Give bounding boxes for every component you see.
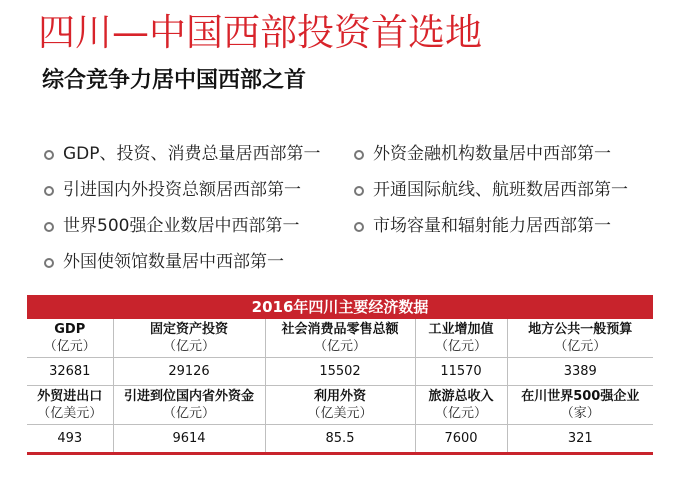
header-unit: （家） <box>560 406 600 421</box>
header-unit: （亿元） <box>43 339 96 354</box>
table-header-row <box>27 386 653 425</box>
economic-data-table <box>27 295 653 455</box>
table-value-cell: 9614 <box>113 425 265 454</box>
table-banner-row <box>27 295 653 319</box>
table-value-cell: 7600 <box>415 425 507 454</box>
header-name: GDP <box>54 322 86 337</box>
table-row <box>27 358 653 386</box>
table-value-cell: 3389 <box>507 358 653 386</box>
table-row <box>27 425 653 454</box>
header-unit: （亿美元） <box>37 406 103 421</box>
table-header-cell <box>27 386 113 425</box>
highlight-item <box>44 143 354 166</box>
header-name: 在川世界500强企业 <box>521 389 640 404</box>
table-header-cell <box>265 386 415 425</box>
table-value-cell: 493 <box>27 425 113 454</box>
header-unit: （亿美元） <box>307 406 373 421</box>
table-value-cell: 15502 <box>265 358 415 386</box>
highlight-text: 外资金融机构数量居中西部第一 <box>373 144 611 164</box>
table-value-cell: 29126 <box>113 358 265 386</box>
header-unit: （亿元） <box>162 339 215 354</box>
header-name: 工业增加值 <box>428 322 494 337</box>
highlight-text: 世界500强企业数居中西部第一 <box>63 216 300 236</box>
header-unit: （亿元） <box>162 406 215 421</box>
table-header-row <box>27 319 653 358</box>
table-header-cell <box>507 386 653 425</box>
header-name: 旅游总收入 <box>428 389 494 404</box>
table-header-cell <box>415 319 507 358</box>
table-header-cell <box>415 386 507 425</box>
header-name: 固定资产投资 <box>149 322 228 337</box>
header-name: 引进到位国内省外资金 <box>123 389 254 404</box>
header-unit: （亿元） <box>554 339 607 354</box>
bullet-icon <box>354 222 364 232</box>
header-unit: （亿元） <box>434 406 487 421</box>
header-name: 外贸进出口 <box>37 389 103 404</box>
highlights-list <box>44 143 654 274</box>
bullet-icon <box>44 150 54 160</box>
highlight-text: 外国使领馆数量居中西部第一 <box>63 252 284 272</box>
highlight-item <box>44 179 354 202</box>
bullet-icon <box>44 186 54 196</box>
table-header-cell <box>113 386 265 425</box>
table-header-cell <box>265 319 415 358</box>
header-unit: （亿元） <box>313 339 366 354</box>
table-value-cell: 11570 <box>415 358 507 386</box>
header-name: 地方公共一般预算 <box>528 322 633 337</box>
highlight-item <box>44 251 354 274</box>
highlight-text: 市场容量和辐射能力居西部第一 <box>373 216 611 236</box>
highlight-item <box>354 215 654 238</box>
header-name: 利用外资 <box>313 389 366 404</box>
table-value-cell: 85.5 <box>265 425 415 454</box>
highlight-item <box>354 179 654 202</box>
highlight-item <box>44 215 354 238</box>
highlight-text: 引进国内外投资总额居西部第一 <box>63 180 301 200</box>
table-header-cell <box>27 319 113 358</box>
table-value-cell: 321 <box>507 425 653 454</box>
header-unit: （亿元） <box>434 339 487 354</box>
table-header-cell <box>113 319 265 358</box>
page-subtitle: 综合竞争力居中国西部之首 <box>42 68 307 93</box>
table-value-cell: 32681 <box>27 358 113 386</box>
bullet-icon <box>354 186 364 196</box>
header-name: 社会消费品零售总额 <box>281 322 399 337</box>
highlight-text: 开通国际航线、航班数居西部第一 <box>373 180 628 200</box>
highlight-item <box>354 143 654 166</box>
bullet-icon <box>354 150 364 160</box>
bullet-icon <box>44 222 54 232</box>
table-header-cell <box>507 319 653 358</box>
bullet-icon <box>44 258 54 268</box>
highlight-text: GDP、投资、消费总量居西部第一 <box>63 144 321 164</box>
table-banner: 2016年四川主要经济数据 <box>27 295 653 319</box>
page-title: 四川—中国西部投资首选地 <box>38 11 482 54</box>
